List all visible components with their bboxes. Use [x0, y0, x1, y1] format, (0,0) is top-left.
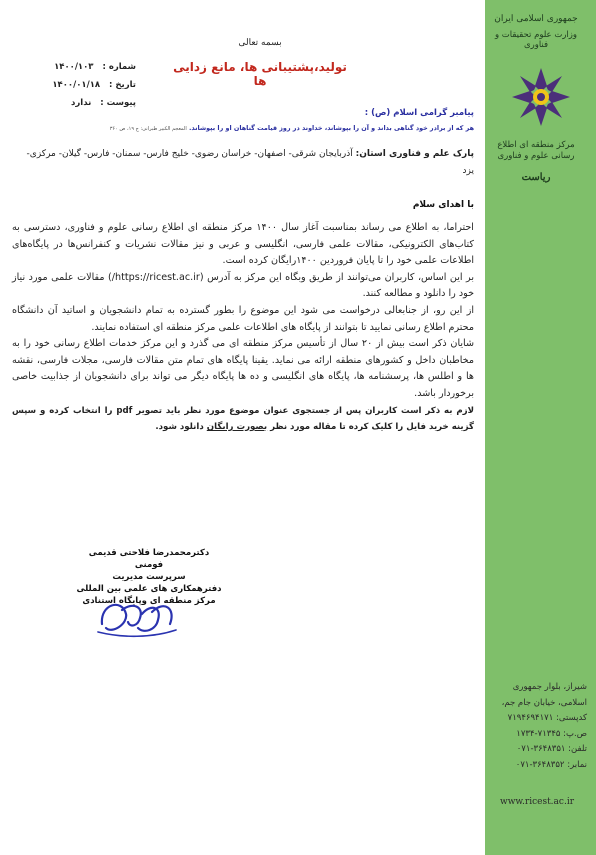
instruction-text: لازم به ذکر است کاربران پس از جستجوی عنوان موضوع مورد نظر باید تصویر pdf را انتخاب کرده و سپس گزینه خرید فایل را کلیک کرده تا مقاله مورد نظر: [12, 405, 474, 432]
handwritten-signature-icon: [92, 594, 182, 640]
letter-date-row: [16, 76, 136, 94]
ricest-logo-icon: [510, 66, 572, 128]
number-value: ۱۴۰۰/۱۰۳: [54, 62, 94, 72]
sidebar-ministry-label: وزارت علوم تحقیقات و فناوری: [494, 30, 578, 50]
number-label: شماره :: [102, 62, 136, 72]
hadith-reference: المعجم الکبیر طبرانی: ج ۱۹، ص ۳۶۰: [109, 126, 187, 132]
hadith-source: پیامبر گرامی اسلام (ص) :: [364, 108, 474, 118]
date-value: ۱۴۰۰/۰۱/۱۸: [52, 80, 101, 90]
signer-title: سرپرست مدیریت: [112, 572, 186, 582]
recipients: [14, 146, 474, 180]
sidebar-center-name: مرکز منطقه ای اطلاع رسانی علوم و فناوری: [497, 140, 575, 161]
address-line: اسلامی، خیابان جام جم،: [501, 697, 587, 708]
paragraph: شایان ذکر است بیش از ۲۰ سال از تأسیس مرکز منطقه ای می گذرد و این مرکز خدمات اطلاع رسانی خود را به مخاطبان داخل و کشورهای منطقه ارائه می نماید. یقینا پایگاه های تمام متن مقالات فارسی، مجلات فارسی، نقشه ها و اطلس ها، پرسشنامه ها، پایگاه های انگلیسی و ده ها پایگاه دیگر می تواند برای دانشجویان از جذابیت خاصی برخوردار باشد.: [12, 338, 475, 399]
instruction-paragraph: [12, 403, 474, 436]
letter-body: [12, 220, 474, 435]
recipients-list: آذربایجان شرقی- اصفهان- خراسان رضوی- خلیج فارس- سمنان- فارس- گیلان- مرکزی- یزد: [26, 149, 474, 176]
signer-name: دکترمحمدرضا فلاحتی قدیمی فومنی: [88, 548, 210, 570]
date-label: تاریخ :: [109, 80, 136, 90]
phone: تلفن: ۳۶۴۸۳۵۱-۰۷۱: [516, 744, 587, 754]
attachment-value: ندارد: [71, 98, 92, 108]
paragraph: بر این اساس، کاربران می‌توانند از طریق وبگاه این مرکز به آدرس (https://ricest.ac.ir/) مقالات علمی مورد نیاز خود را دانلود و مطالعه کنند.: [12, 271, 474, 300]
paragraph: از این رو، از جنابعالی درخواست می شود این موضوع را بطور گسترده به تمام دانشجویان و اساتید آن دانشگاه محترم اطلاع رسانی نمایید تا بتوانند از پایگاه های اطلاعات علمی مرکز منطقه ای استفاده نمایند.: [12, 304, 474, 333]
fax: نمابر: ۳۶۴۸۳۵۲-۰۷۱: [515, 759, 587, 770]
free-underlined-text: بصورت رایگان: [206, 421, 268, 432]
hadith-quote: [14, 124, 474, 132]
signer-title: دفترهمکاری های علمی بین المللی: [76, 584, 222, 594]
sidebar-contact-info: [487, 680, 587, 773]
attachment-label: پیوست :: [100, 98, 136, 108]
po-box: ص.پ: ۷۱۳۴۵-۱۷۳۴: [516, 728, 587, 739]
signer-title: مرکز منطقه ای وپایگاه استنادی: [82, 596, 216, 606]
sidebar-republic-label: جمهوری اسلامی ایران: [494, 14, 578, 24]
address-line: شیراز، بلوار جمهوری: [512, 682, 587, 692]
sidebar-section-label: ریاست: [521, 172, 551, 183]
instruction-end: دانلود شود.: [155, 421, 204, 432]
postal-code: کدپستی: ۷۱۹۴۶۹۴۱۷۱: [507, 713, 587, 723]
website-link[interactable]: www.ricest.ac.ir: [500, 797, 574, 807]
letter-attachment-row: [16, 94, 136, 112]
hadith-text: هر که از برادر خود گناهی بداند و آن را بپوشاند، خداوند در روز قیامت گناهان او را بپوشاند.: [188, 124, 474, 132]
letter-number-row: [16, 58, 136, 76]
salutation: با اهدای سلام: [412, 200, 474, 210]
paragraph: احتراما، به اطلاع می رساند بمناسبت آغاز سال ۱۴۰۰ مرکز منطقه ای اطلاع رسانی علوم و فناوری، دسترسی به کتاب‌های الکترونیکی، مقالات علمی فارسی، انگلیسی و عربی و نیز مقالات نشریات و کنفرانس‌ها در پایگاه‌های اطلاعات علمی خود را تا پایان فروردین ۱۴۰۰رایگان کرده است.: [12, 222, 474, 267]
bismillah-heading: بسمه تعالی: [238, 38, 282, 48]
recipients-label: پارک علم و فناوری استان:: [355, 149, 474, 159]
letter-meta: [16, 58, 136, 112]
year-slogan: تولید،پشتیبانی ها، مانع زدایی ها: [173, 60, 347, 88]
